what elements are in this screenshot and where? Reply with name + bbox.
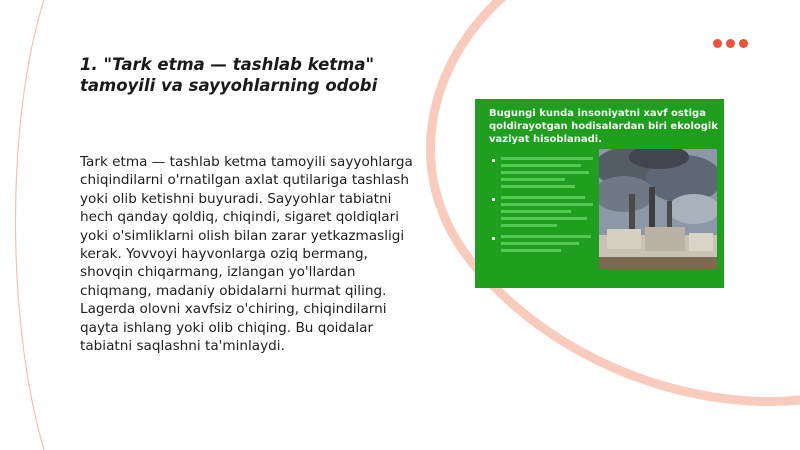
- image-bullet-list: [501, 155, 597, 260]
- left-arc-line: [16, 0, 45, 450]
- image-bullet: [501, 235, 597, 252]
- dot: [726, 39, 735, 48]
- image-bullet: [501, 196, 597, 227]
- image-heading: Bugungi kunda insoniyatni xavf ostiga qoldirayotgan hodisalardan biri ekologik vaziyat hisoblanadi.: [489, 108, 718, 145]
- slide-body-text: Tark etma — tashlab ketma tamoyili sayyohlarga chiqindilarni o'rnatilgan axlat qutilariga tashlash yoki olib ketishni buyuradi. Sayyohlar tabiatni hech qanday qoldiq, chiqindi, sigaret qoldiqlari yoki o'simliklarni olish bilan zarar yetkazmasligi kerak. Yovvoyi hayvonlarga oziq bermang, shovqin chiqarmang, izlangan yo'llardan chiqmang, madaniy obidalarni hurmat qiling. Lagerda olovni xavfsiz o'chiring, chiqindilarni qayta ishlang yoki olib chiqing. Bu qoidalar tabiatni saqlashni ta'minlaydi.: [80, 154, 413, 355]
- three-dots-icon: [713, 39, 748, 48]
- ecology-slide-image: [475, 99, 724, 288]
- image-bullet: [501, 157, 597, 188]
- dot: [713, 39, 722, 48]
- factory-smoke-photo: [599, 149, 717, 269]
- dot: [739, 39, 748, 48]
- slide-title: 1. "Tark etma — tashlab ketma" tamoyili va sayyohlarning odobi: [80, 55, 378, 95]
